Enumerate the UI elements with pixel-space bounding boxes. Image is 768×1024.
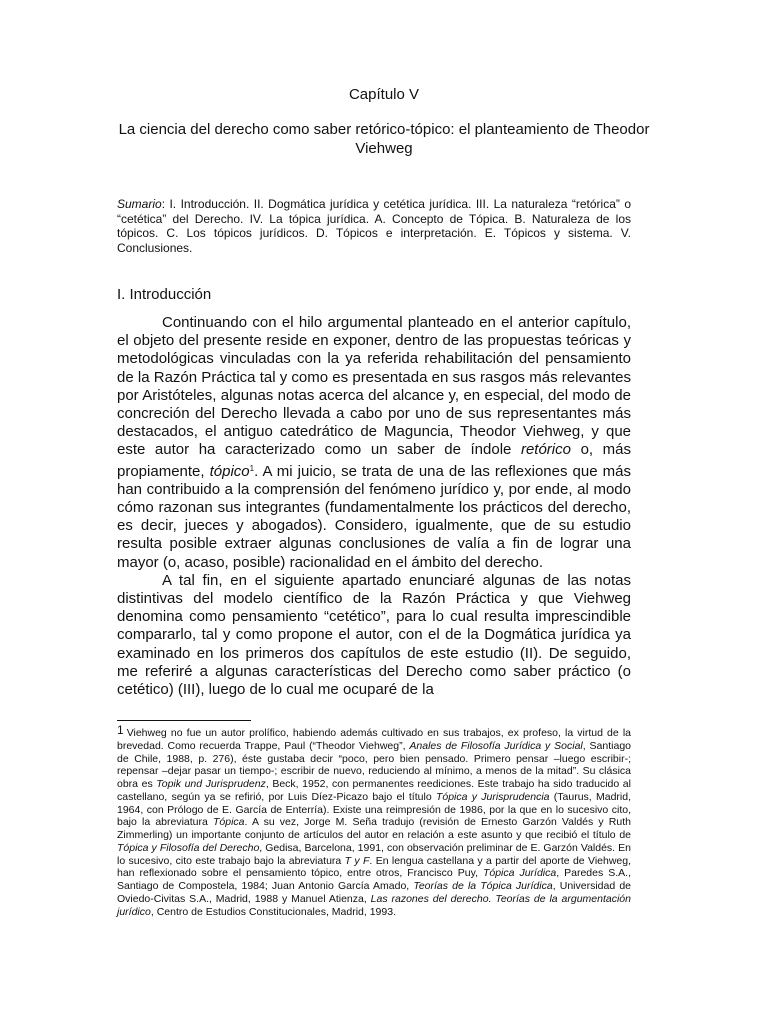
chapter-title: Capítulo V [348,86,420,103]
summary-text: : I. Introducción. II. Dogmática jurídica y cetética jurídica. III. La naturaleza “retórica” o “cetética” del Derecho. IV. La tópica jurídica. A. Concepto de Tópica. B. Naturaleza de los tópicos. C. Los tópicos jurídicos. D. Tópicos e interpretación. E. Tópicos y sistema. V. Conclusiones. [117,197,631,255]
footnote-number: 1 [117,723,124,737]
body-italic-run: tópico [209,462,250,480]
footnote-text-run: , Beck, 1952, con permanentes reediciones. Este trabajo ha sido traducido al castellano, según ya se refirió, por Luis Díez-Picazo bajo el título [117,778,631,803]
summary-paragraph [117,197,631,255]
footnote-text-run: . En lengua castellana y a partir del aporte de Viehweg, han reflexionado sobre el pensamiento tópico, entre otros, Francisco Puy, [117,854,632,880]
footnote-text-run: Viehweg no fue un autor prolífico, habiendo además cultivado en sus trabajos, ex profeso, la virtud de la brevedad. Como recuerda Trappe, Paul (“Theodor Viehweg”, [117,727,631,752]
footnote-text-run: (Taurus, Madrid, 1964, con Prólogo de E. García de Enterría). Existe una reimpresión de 1986, por la que en lo sucesivo cito, bajo la abreviatura [117,790,632,829]
footnote-italic-run: Las razones del derecho. Teorías de la argumentación jurídico [117,892,631,918]
footnote-text-run: , Gedisa, Barcelona, 1991, con observación preliminar de E. Garzón Valdés. En lo sucesivo, cito este trabajo bajo la abreviatura [117,841,631,867]
body-italic-run: retórico [520,441,571,459]
footnote-italic-run: Tópica [213,816,245,829]
footnote-italic-run: Topik und Jurisprudenz [156,778,266,790]
footnote-italic-run: Teorías de la Tópica Jurídica [413,880,553,892]
footnote-text-run: . A su vez, Jorge M. Seña tradujo (revisión de Ernesto Garzón Valdés y Ruth Zimmerling) un importante conjunto de artículos del autor en relación a este asunto y que recibió el título de [117,816,631,841]
body-text-run: Continuando con el hilo argumental planteado en el anterior capítulo, el objeto del presente reside en exponer, dentro de las propuestas teóricas y metodológicas vinculadas con la ya referida rehabilitación del pensamiento de la Razón Práctica tal y como es presentada en sus rasgos más relevantes por Aristóteles, algunas notas acerca del alcance y, en especial, del modo de concreción del Derecho llevada a cabo por uno de sus representantes más destacados, el antiguo catedrático de Maguncia, Theodor Viehweg, y que este autor ha caracterizado como un saber de índole [117,314,631,459]
footnote-text-run: , Santiago de Chile, 1988, p. 276), éste gustaba decir “poco, pero bien pensado. Primero pensar –luego escribir-; repensar –dejar pasar un tiempo-; escribir de nuevo, reduciendo al mínimo, a menos de la mitad”. Su clásica obra es [117,739,631,790]
footnote-italic-run: Tópica y Filosofía del Derecho [117,841,260,854]
footnote-italic-run: Anales de Filosofía Jurídica y Social [409,739,583,752]
footnote-text-run: , Centro de Estudios Constitucionales, Madrid, 1993. [150,905,396,918]
body-paragraph [117,314,631,572]
footnote [117,724,631,918]
chapter-subtitle: La ciencia del derecho como saber retórico-tópico: el planteamiento de Theodor Viehweg [118,121,650,157]
section-heading: I. Introducción [117,286,212,303]
body-text-run: o, más propiamente, [117,441,631,480]
footnote-separator [117,720,251,721]
footnote-italic-run: T y F [344,854,370,867]
body-text [117,314,631,698]
summary-label: Sumario [117,197,162,211]
footnote-text-run: , Universidad de Oviedo-Civitas S.A., Madrid, 1988 y Manuel Atienza, [117,880,632,905]
footnote-text-run: , Paredes S.A., Santiago de Compostela, 1984; Juan Antonio García Amado, [117,867,631,892]
body-paragraph: A tal fin, en el siguiente apartado enunciaré algunas de las notas distintivas del modelo científico de la Razón Práctica y que Viehweg denomina como pensamiento “cetético”, para lo cual resulta imprescindible compararlo, tal y como propone el autor, con el de la Dogmática jurídica ya examinado en los primeros dos capítulos de este estudio (II). De seguido, me referiré a algunas características del Derecho como saber práctico (o cetético) (III), luego de lo cual me ocuparé de la [117,571,631,698]
footnote-reference[interactable]: 1 [249,463,255,473]
body-text-run: . A mi juicio, se trata de una de las reflexiones que más han contribuido a la comprensión del fenómeno jurídico y, por ende, al modo cómo razonan sus integrantes (fundamentalmente los prácticos del derecho, es decir, jueces y abogados). Considero, igualmente, que de su estudio resulta posible extraer algunas conclusiones de valía a fin de lograr una mayor (o, acaso, posible) racionalidad en el ámbito del derecho. [117,462,631,571]
footnote-italic-run: Tópica y Jurisprudencia [435,790,550,803]
footnote-italic-run: Tópica Jurídica [482,867,557,880]
